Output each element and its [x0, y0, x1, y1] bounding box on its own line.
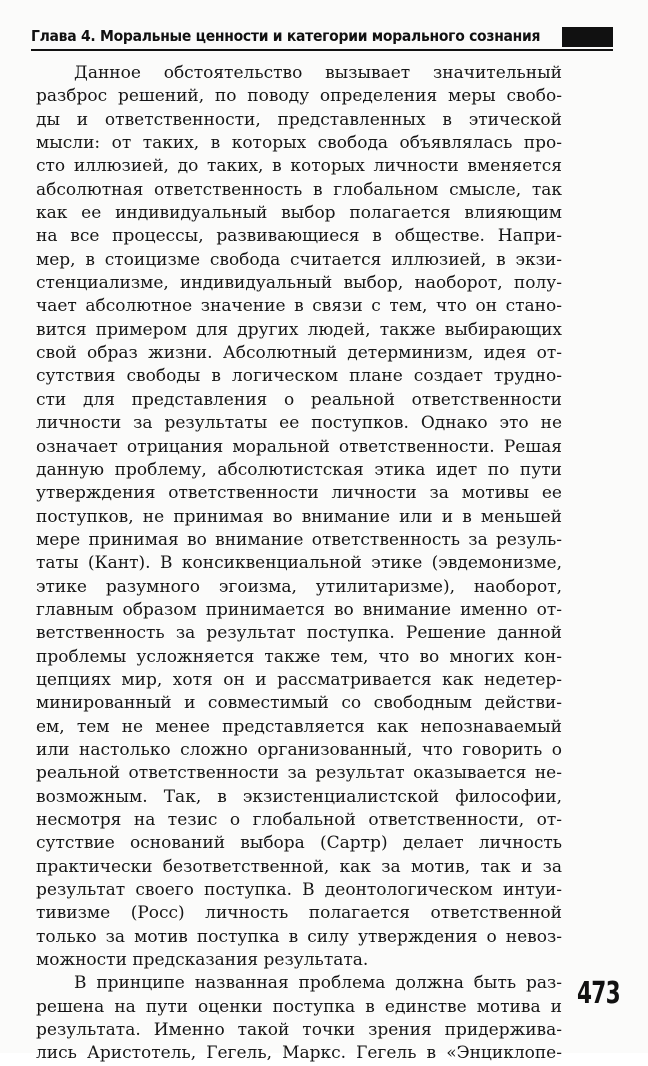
text-line: разброс решений, по поводу определения меры свобо-	[36, 86, 562, 107]
text-line: Данное обстоятельство вызывает значительный	[74, 63, 562, 83]
text-line: означает отрицания моральной ответственности. Решая	[36, 436, 562, 457]
text-line: главным образом принимается во внимание именно от-	[36, 599, 562, 620]
text-line: стенциализме, индивидуальный выбор, наоборот, полу-	[36, 273, 562, 294]
text-line: чает абсолютное значение в связи с тем, что он стано-	[36, 296, 562, 317]
running-header	[31, 27, 613, 47]
text-line: абсолютная ответственность в глобальном смысле, так	[36, 179, 562, 200]
chapter-title: Глава 4. Моральные ценности и категории морального сознания	[31, 27, 541, 45]
text-line: тивизме (Росс) личность полагается ответственной	[36, 903, 562, 924]
text-line: этике разумного эгоизма, утилитаризме), наоборот,	[36, 576, 562, 597]
text-line: практически безответственной, как за мотив, так и за	[36, 856, 562, 877]
text-line: решена на пути оценки поступка в единстве мотива и	[36, 996, 562, 1017]
header-black-bar	[562, 27, 613, 47]
text-line: проблемы усложняется также тем, что во многих кон-	[36, 646, 562, 667]
text-line: на все процессы, развивающиеся в обществе. Напри-	[36, 226, 562, 247]
text-line: возможным. Так, в экзистенциалистской философии,	[36, 786, 562, 807]
text-line: сутствие оснований выбора (Сартр) делает личность	[36, 833, 562, 854]
text-line: только за мотив поступка в силу утверждения о невоз-	[36, 926, 562, 947]
text-line: сто иллюзией, до таких, в которых личности вменяется	[36, 156, 562, 177]
text-line: личности за результаты ее поступков. Однако это не	[36, 413, 562, 434]
text-line: мер, в стоицизме свобода считается иллюзией, в экзи-	[36, 249, 562, 270]
text-line: или настолько сложно организованный, что говорить о	[36, 739, 562, 760]
text-line: мере принимая во внимание ответственность за резуль-	[36, 529, 562, 550]
text-line: лись Аристотель, Гегель, Маркс. Гегель в «Энциклопе-	[36, 1043, 562, 1064]
text-line: минированный и совместимый со свободным действи-	[36, 693, 562, 714]
text-line: утверждения ответственности личности за мотивы ее	[36, 483, 562, 504]
text-line: В принципе названная проблема должна быть раз-	[74, 973, 562, 994]
text-line: цепциях мир, хотя он и рассматривается как недетер-	[36, 669, 562, 690]
text-line: как ее индивидуальный выбор полагается влияющим	[36, 203, 562, 224]
text-line: таты (Кант). В консиквенциальной этике (эвдемонизме,	[36, 553, 562, 574]
text-line: ем, тем не менее представляется как непознаваемый	[36, 716, 562, 737]
text-line: сутствия свободы в логическом плане создает трудно-	[36, 366, 562, 387]
body-text	[36, 62, 562, 1066]
text-line: поступков, не принимая во внимание или и в меньшей	[36, 506, 562, 527]
page-number: 473	[577, 976, 620, 1011]
text-line: мысли: от таких, в которых свобода объявлялась про-	[36, 133, 562, 154]
text-line: реальной ответственности за результат оказывается не-	[36, 763, 562, 784]
text-line: ды и ответственности, представленных в этической	[36, 109, 562, 130]
header-rule	[31, 49, 613, 51]
text-line: данную проблему, абсолютистская этика идет по пути	[36, 459, 562, 480]
text-line: можности предсказания результата.	[36, 950, 369, 971]
text-line: вится примером для других людей, также выбирающих	[36, 319, 562, 340]
text-line: свой образ жизни. Абсолютный детерминизм, идея от-	[36, 343, 562, 364]
text-line: ветственность за результат поступка. Решение данной	[36, 623, 562, 644]
text-line: сти для представления о реальной ответственности	[36, 389, 562, 410]
text-line: результата. Именно такой точки зрения придержива-	[36, 1020, 562, 1041]
text-line: результат своего поступка. В деонтологическом интуи-	[36, 880, 562, 901]
text-line: несмотря на тезис о глобальной ответственности, от-	[36, 810, 562, 830]
